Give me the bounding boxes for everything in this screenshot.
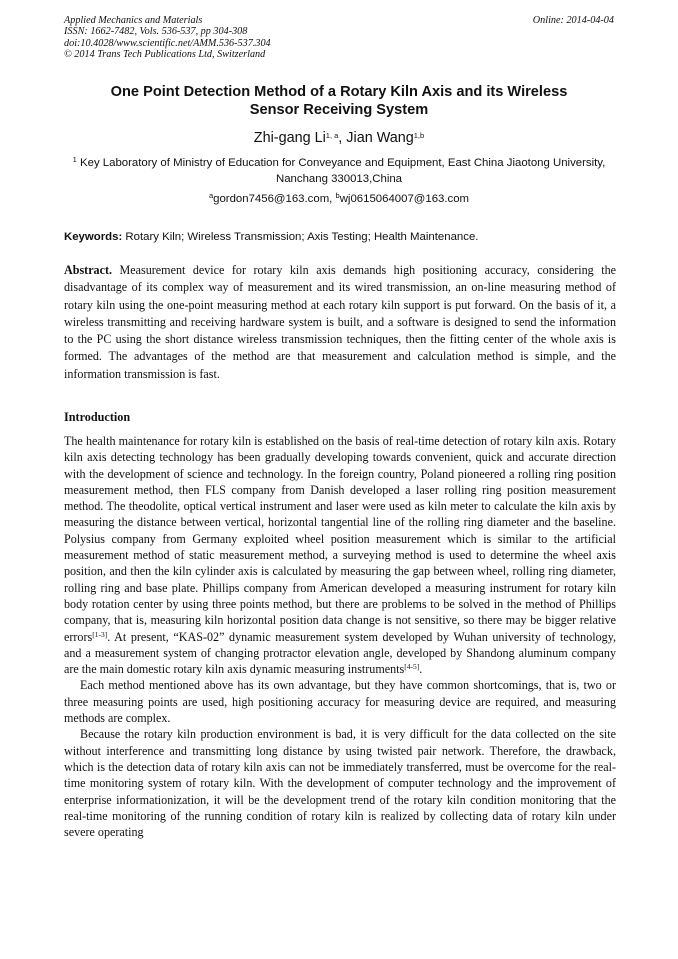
keywords-label: Keywords: (64, 231, 123, 243)
journal-copyright: © 2014 Trans Tech Publications Ltd, Switzerland (64, 48, 266, 60)
paragraph-text: . At present, “KAS-02” dynamic measurement system developed by Wuhan university of technology, and a measurement system of changing protractor elevation angle, developed by Shandong aluminum company are the main domestic rotary kiln axis dynamic measuring instruments (64, 629, 616, 677)
paragraph: Because the rotary kiln production environment is bad, it is very difficult for the data collected on the site without interference and transmitting long distance by using twisted pair network. Therefore, the drawback, which is the detection data of rotary kiln axis can not be immediately transferred, must be overcome for the real-time monitoring system of rotary kiln. With the development of computer technology and the improvement of enterprise informationization, it will be the development trend of the rotary kiln condition monitoring that the real-time monitoring of the running condition of rotary kiln is realized by collecting data of rotary kiln under severe operating (64, 727, 616, 840)
abstract (64, 262, 616, 383)
email-link[interactable]: wj0615064007@163.com (339, 193, 470, 205)
journal-doi: doi:10.4028/www.scientific.net/AMM.536-537.304 (64, 37, 271, 49)
paragraph (64, 433, 616, 677)
paper-title (64, 84, 614, 119)
author-emails (64, 192, 614, 206)
abstract-text: Measurement device for rotary kiln axis demands high positioning accuracy, considering the disadvantage of its complex way of measurement and its wired transmission, an on-line measuring method of rotary kiln using the one-point measuring method at each rotary kiln support is put forward. On the basis of it, a wireless transmitting and receiving hardware system is built, and a software is designed to send the information to the PC using the short distance wireless transmission techniques, then the fitting center of the whole axis is formed. The advantages of the method are that measurement and calculation method is simple, and the information transmission is fast. (64, 263, 616, 381)
paragraph: Each method mentioned above has its own advantage, but they have common shortcomings, that is, two or three measuring points are used, high positioning accuracy for measuring device are required, and measuring methods are complex. (64, 678, 616, 726)
journal-name: Applied Mechanics and Materials (64, 15, 203, 26)
journal-header (64, 15, 271, 60)
paragraph-text: The health maintenance for rotary kiln is established on the basis of real-time detection of rotary kiln axis. Rotary kiln axis detecting technology has been gradually developing towards convenient, quick and accurate direction with the development of science and technology. In the foreign country, Poland pioneered a rolling ring position measurement method, then FLS company from Danish developed a laser rolling ring position measurement method. The theodolite, optical vertical instrument and laser were used as kiln meter to calculate the kiln axis by measuring the distance between vertical, horizontal tangential line of the rolling ring diameter and the baseline. Polysius company from Germany exploited wheel position measurement which is similar to the artificial measurement method of static measurement method, a surveying method is used to determine the wheel axis position, and then the kiln cylinder axis is calculated by measuring the gap between wheel, rolling ring diameter, rolling ring and base plate. Phillips company from American developed a measuring instrument for rotary kiln body rotation center by using three points method, but there are problems to be solved in the method of Phillips company, that is, measuring kiln horizontal position data change is not sensitive, so there may be bigger relative errors (64, 434, 616, 644)
keywords (64, 230, 616, 244)
keywords-text: Rotary Kiln; Wireless Transmission; Axis Testing; Health Maintenance. (122, 231, 479, 243)
affiliation-mark: 1 (72, 155, 77, 164)
affiliation-text: Key Laboratory of Ministry of Education for Conveyance and Equipment, East China Jiaotong University, Nanchang 330013,China (76, 157, 606, 185)
affiliation (64, 156, 614, 187)
author-list (64, 130, 614, 147)
section-heading-introduction: Introduction (64, 410, 131, 424)
author-name: Jian Wang (346, 130, 414, 146)
paragraph-text: . (419, 662, 423, 677)
author-affiliation-mark: 1, a (325, 131, 339, 140)
email-mark: b (335, 191, 340, 200)
online-date: Online: 2014-04-04 (532, 15, 614, 26)
citation[interactable]: [4-5] (404, 662, 420, 672)
email-mark: a (208, 191, 214, 200)
author-separator: , (338, 130, 347, 146)
author-affiliation-mark: 1,b (413, 131, 425, 140)
title-line-1: One Point Detection Method of a Rotary Kiln Axis and its Wireless (110, 84, 568, 100)
title-line-2: Sensor Receiving System (249, 101, 429, 118)
author-name: Zhi-gang Li (253, 130, 326, 146)
email-link[interactable]: gordon7456@163.com, (213, 193, 336, 205)
journal-issn: ISSN: 1662-7482, Vols. 536-537, pp 304-308 (64, 26, 248, 38)
citation[interactable]: [1-3] (92, 629, 108, 639)
abstract-label: Abstract. (64, 263, 113, 277)
introduction-body (64, 433, 616, 840)
